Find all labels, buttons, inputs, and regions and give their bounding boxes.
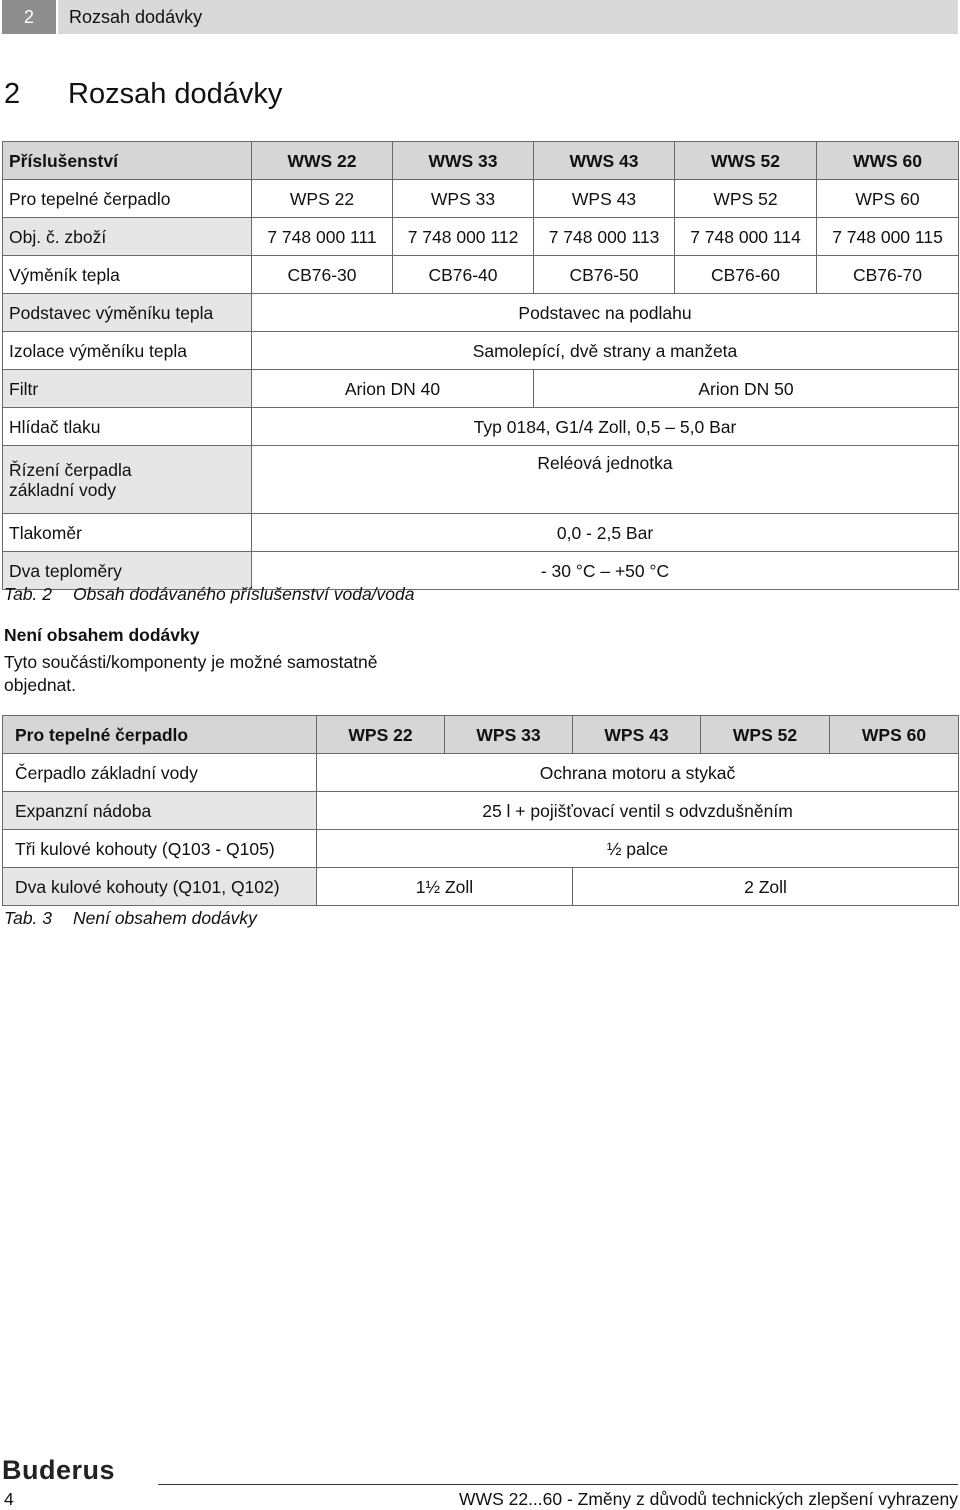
table-cell: WPS 22: [252, 180, 393, 218]
table-cell: 7 748 000 115: [817, 218, 959, 256]
page-header: [2, 0, 958, 34]
table-cell: CB76-30: [252, 256, 393, 294]
subheading: Není obsahem dodávky: [4, 625, 200, 645]
header-cell: WWS 22: [252, 142, 393, 180]
table-cell: 2 Zoll: [573, 868, 959, 906]
footer-text: WWS 22...60 - Změny z důvodů technických zlepšení vyhrazeny: [459, 1489, 958, 1509]
table-caption: [4, 584, 414, 605]
table-caption: [4, 908, 257, 929]
row-label-line: Řízení čerpadla: [9, 459, 132, 480]
caption-text: Obsah dodávaného příslušenství voda/voda: [73, 584, 415, 604]
row-label: Výměník tepla: [3, 256, 252, 294]
table-row: [3, 408, 959, 446]
header-cell: WPS 52: [701, 716, 830, 754]
section-title: Rozsah dodávky: [68, 78, 283, 110]
table-row: [3, 868, 959, 906]
table-cell: 7 748 000 113: [534, 218, 675, 256]
row-label: Obj. č. zboží: [3, 218, 252, 256]
table-cell: CB76-70: [817, 256, 959, 294]
table-cell: 25 l + pojišťovací ventil s odvzdušněním: [317, 792, 959, 830]
table-cell: CB76-40: [393, 256, 534, 294]
header-cell: WWS 43: [534, 142, 675, 180]
not-included-table: [2, 715, 959, 906]
table-cell: Reléová jednotka: [252, 446, 959, 514]
row-label: Filtr: [3, 370, 252, 408]
table-cell: 7 748 000 114: [675, 218, 817, 256]
row-label-line: základní vody: [9, 479, 117, 500]
table-cell: CB76-60: [675, 256, 817, 294]
table-cell: Typ 0184, G1/4 Zoll, 0,5 – 5,0 Bar: [252, 408, 959, 446]
section-number: 2: [4, 78, 21, 110]
row-label: [3, 446, 252, 514]
buderus-logo: Buderus: [2, 1455, 116, 1485]
table-header-row: [3, 142, 959, 180]
table-row: [3, 294, 959, 332]
row-label: Dva teploměry: [3, 552, 252, 590]
table-row: [3, 370, 959, 408]
footer-divider: [158, 1484, 958, 1485]
table-row: [3, 792, 959, 830]
table-cell: WPS 52: [675, 180, 817, 218]
row-label: Dva kulové kohouty (Q101, Q102): [3, 868, 317, 906]
table-cell: Ochrana motoru a stykač: [317, 754, 959, 792]
header-chapter-title: Rozsah dodávky: [58, 0, 958, 34]
table-row: [3, 446, 959, 514]
row-label: Tlakoměr: [3, 514, 252, 552]
caption-text: Není obsahem dodávky: [73, 908, 257, 928]
caption-number: Tab. 2: [4, 584, 53, 604]
table-row: [3, 256, 959, 294]
table-row: [3, 514, 959, 552]
caption-number: Tab. 3: [4, 908, 53, 928]
table-cell: - 30 °C – +50 °C: [252, 552, 959, 590]
table-cell: Samolepící, dvě strany a manžeta: [252, 332, 959, 370]
header-cell: WPS 43: [573, 716, 701, 754]
row-label: Podstavec výměníku tepla: [3, 294, 252, 332]
table-cell: 7 748 000 111: [252, 218, 393, 256]
section-heading: [4, 78, 282, 111]
table-cell: Arion DN 40: [252, 370, 534, 408]
row-label: Pro tepelné čerpadlo: [3, 180, 252, 218]
row-label: Hlídač tlaku: [3, 408, 252, 446]
table-header-row: [3, 716, 959, 754]
table-cell: WPS 43: [534, 180, 675, 218]
table-row: [3, 218, 959, 256]
table-row: [3, 332, 959, 370]
row-label: Tři kulové kohouty (Q103 - Q105): [3, 830, 317, 868]
header-cell: Pro tepelné čerpadlo: [3, 716, 317, 754]
table-cell: 1½ Zoll: [317, 868, 573, 906]
page-number: 4: [4, 1489, 14, 1509]
header-cell: WWS 33: [393, 142, 534, 180]
header-cell: WWS 60: [817, 142, 959, 180]
row-label: Čerpadlo základní vody: [3, 754, 317, 792]
table-cell: WPS 60: [817, 180, 959, 218]
table-row: [3, 830, 959, 868]
table-cell: Podstavec na podlahu: [252, 294, 959, 332]
header-cell: WWS 52: [675, 142, 817, 180]
table-cell: WPS 33: [393, 180, 534, 218]
row-label: Expanzní nádoba: [3, 792, 317, 830]
header-cell: WPS 33: [445, 716, 573, 754]
table-row: [3, 180, 959, 218]
header-cell: Příslušenství: [3, 142, 252, 180]
table-row: [3, 754, 959, 792]
row-label: Izolace výměníku tepla: [3, 332, 252, 370]
accessories-table: [2, 141, 959, 590]
table-cell: 0,0 - 2,5 Bar: [252, 514, 959, 552]
table-cell: ½ palce: [317, 830, 959, 868]
table-cell: 7 748 000 112: [393, 218, 534, 256]
table-cell: Arion DN 50: [534, 370, 959, 408]
header-cell: WPS 60: [830, 716, 959, 754]
paragraph: Tyto součásti/komponenty je možné samostatně objednat.: [4, 652, 378, 695]
table-cell: CB76-50: [534, 256, 675, 294]
header-chapter-number: 2: [2, 0, 56, 34]
header-cell: WPS 22: [317, 716, 445, 754]
